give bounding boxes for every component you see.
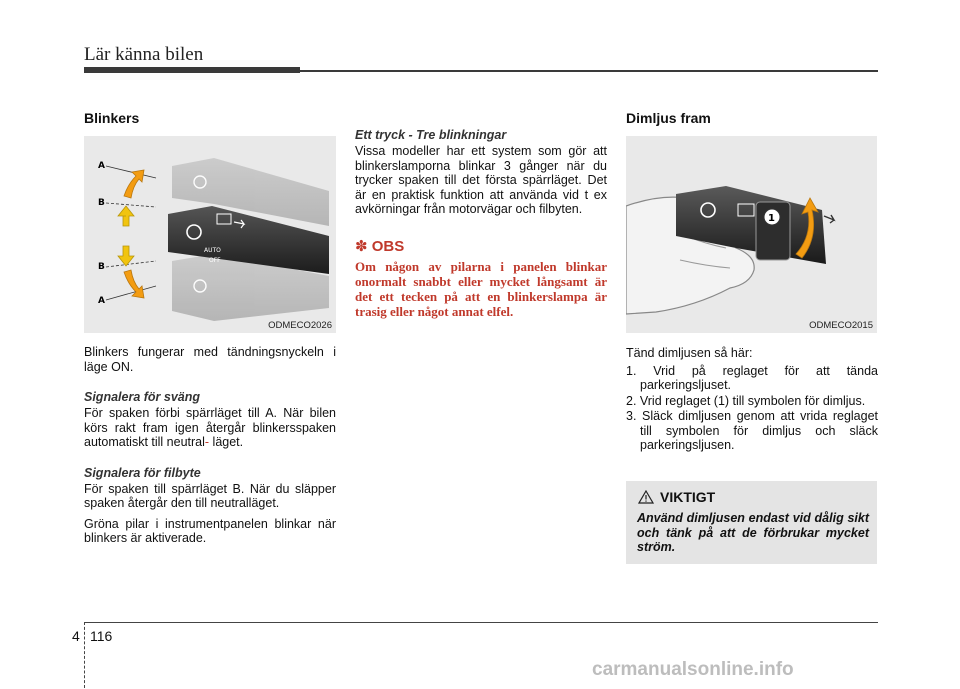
fog-switch-illustration — [626, 136, 877, 333]
list-item: 1. Vrid på reglaget för att tända parkeringsljuset. — [626, 363, 878, 392]
footer-divider — [84, 622, 86, 688]
label-b-top: B — [98, 198, 105, 208]
label-a-top: A — [98, 161, 105, 171]
warning-label: VIKTIGT — [660, 489, 716, 505]
fog-figure — [626, 136, 877, 333]
figure-code: ODMECO2026 — [268, 320, 332, 331]
lane-heading: Signalera för filbyte — [84, 465, 201, 480]
column-fog-lights — [626, 110, 878, 454]
label-a-bottom: A — [98, 296, 105, 306]
fog-steps — [626, 364, 878, 453]
page-header-title: Lär känna bilen — [84, 44, 204, 65]
watermark: carmanualsonline.info — [592, 659, 794, 680]
column-one-touch — [355, 128, 607, 319]
fog-heading: Dimljus fram — [626, 110, 711, 126]
footer-rule — [84, 622, 878, 623]
lane-text: För spaken till spärrläget B. När du släpper spaken återgår den till neutralläget. — [84, 481, 336, 510]
green-arrows-text: Gröna pilar i instrumentpanelen blinkar när blinkers är aktiverade. — [84, 516, 336, 545]
fog-intro: Tänd dimljusen så här: — [626, 346, 753, 360]
arrow-up-curved-icon — [124, 170, 144, 198]
list-item: 2. Vrid reglaget (1) till symbolen för dimljus. — [626, 393, 866, 408]
column-blinkers — [84, 110, 336, 552]
warning-header — [638, 489, 715, 505]
blinkers-figure — [84, 136, 336, 333]
header-bar — [84, 67, 300, 73]
lever-mark-off: OFF — [209, 257, 221, 264]
warning-triangle-icon — [638, 490, 654, 504]
turn-signal-lever-illustration — [84, 136, 336, 333]
lever-mark-auto: AUTO — [204, 247, 221, 254]
warning-box — [626, 481, 877, 564]
chapter-number: 4 — [72, 628, 80, 644]
page-number: 116 — [90, 628, 113, 644]
arrow-down-icon — [118, 246, 134, 266]
one-touch-heading: Ett tryck - Tre blinkningar — [355, 128, 507, 142]
figure-code: ODMECO2015 — [809, 320, 873, 331]
header-rule — [300, 70, 878, 72]
blinkers-heading: Blinkers — [84, 110, 140, 126]
note-text: Om någon av pilarna i panelen blinkar onormalt snabbt eller mycket långsamt är det ett tecken på att en blinkerslampa är trasig eller något annat elfel. — [355, 258, 607, 319]
one-touch-text: Vissa modeller har ett system som gör att blinkerslamporna blinkar 3 gånger när du trycker spaken till det första spärrläget. Det är en praktisk funktion att använda vid t ex avkörningar från motorvägar och filbyten. — [355, 144, 607, 216]
list-item: 3. Släck dimljusen genom att vrida reglaget till symbolen för dimljus och släck parkeringsljusen. — [626, 409, 878, 452]
warning-text: Använd dimljusen endast vid dålig sikt och tänk på att de förbrukar mycket ström. — [637, 511, 869, 554]
label-b-bottom: B — [98, 262, 105, 272]
blinkers-intro: Blinkers fungerar med tändningsnyckeln i läge ON. — [84, 345, 336, 374]
arrow-up-icon — [118, 206, 134, 226]
turn-heading: Signalera för sväng — [84, 390, 201, 404]
note-title: ✽ OBS — [355, 237, 405, 255]
turn-text: För spaken förbi spärrläget till A. När bilen körs rakt fram igen återgår blinkersspaken automatiskt till neutral- läget. — [84, 406, 336, 449]
callout-1: 1 — [768, 213, 775, 224]
